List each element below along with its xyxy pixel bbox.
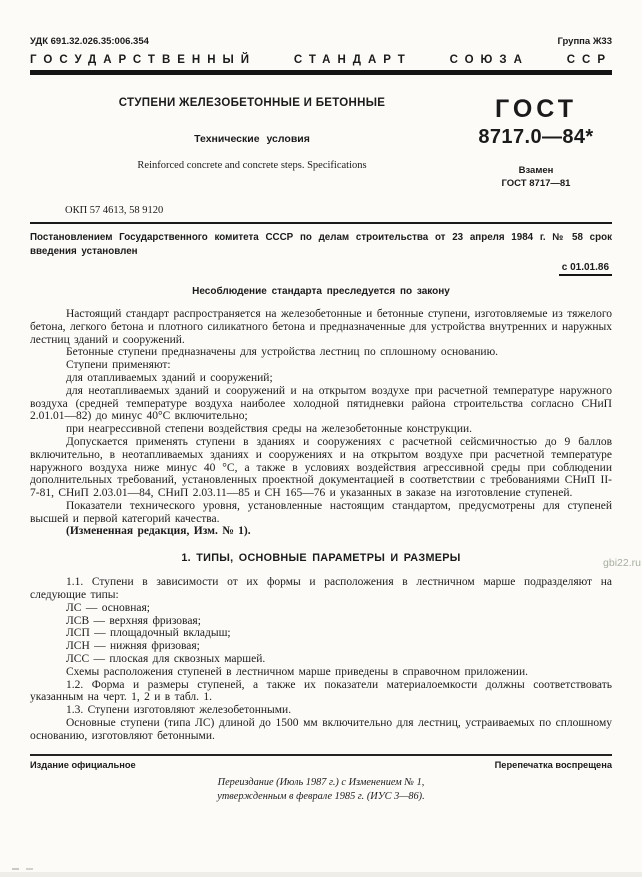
state-standard-banner: ГОСУДАРСТВЕННЫЙ СТАНДАРТ СОЮЗА ССР bbox=[30, 54, 612, 66]
reprint-forbidden-label: Перепечатка воспрещена bbox=[494, 759, 612, 770]
replaces-block bbox=[460, 165, 612, 191]
law-notice: Несоблюдение стандарта преследуется по закону bbox=[192, 285, 450, 297]
type-item: ЛС — основная; bbox=[66, 601, 150, 614]
paragraph: Допускается применять ступени в зданиях и сооружениях с расчетной сейсмичностью до 9 баллов включительно, в неотапливаемых зданиях и сооружениях и на открытом воздухе при расчетной температуре наружного воздуха ниже минус 40 °С, а также в условиях воздействия агрессивной среды при соблюдении дополнительных требований, установленных проектной документацией в соответствии с требованиями СНиП II-7-81, СНиП 2.03.01—84, СНиП 2.03.11—85 и СН 165—76 и указанных в заказе на изготовление ступеней. bbox=[30, 435, 612, 500]
divider-mid bbox=[30, 222, 612, 225]
title-column bbox=[30, 97, 460, 191]
type-item: ЛСП — площадочный вкладыш; bbox=[66, 627, 231, 640]
scan-edge-artifact bbox=[0, 872, 642, 877]
divider-thick bbox=[30, 70, 612, 75]
type-item: ЛСН — нижняя фризовая; bbox=[66, 640, 200, 653]
page-footer bbox=[30, 754, 612, 805]
subtitle-russian: Технические условия bbox=[194, 133, 310, 145]
section-1-heading: 1. ТИПЫ, ОСНОВНЫЕ ПАРАМЕТРЫ И РАЗМЕРЫ bbox=[181, 552, 461, 565]
classification-row bbox=[30, 36, 612, 47]
site-watermark: gbi22.ru bbox=[603, 557, 641, 569]
reissue-note-line: утвержденным в феврале 1985 г. (ИУС 3—86). bbox=[217, 791, 425, 803]
intro-text bbox=[30, 308, 612, 538]
gost-designation-block bbox=[460, 97, 612, 191]
paragraph: 1.3. Ступени изготовляют железобетонными. bbox=[66, 704, 292, 717]
type-item: ЛСВ — верхняя фризовая; bbox=[66, 614, 201, 627]
paragraph: 1.2. Форма и размеры ступеней, а также их показатели материалоемкости должны соответствовать указанным на черт. 1, 2 и в табл. 1. bbox=[30, 678, 612, 704]
paragraph: 1.1. Ступени в зависимости от их формы и расположения в лестничном марше подразделяют на следующие типы: bbox=[30, 576, 612, 602]
divider-footer bbox=[30, 754, 612, 756]
paragraph: для отапливаемых зданий и сооружений; bbox=[66, 371, 273, 384]
reissue-note-line: Переиздание (Июль 1987 г.) с Изменением № 1, bbox=[217, 776, 425, 788]
paragraph: при неагрессивной степени воздействия среды на железобетонные конструкции. bbox=[66, 423, 473, 436]
document-title: СТУПЕНИ ЖЕЛЕЗОБЕТОННЫЕ И БЕТОННЫЕ bbox=[118, 97, 386, 109]
okp-codes: ОКП 57 4613, 58 9120 bbox=[65, 204, 164, 216]
footer-labels-row bbox=[30, 760, 612, 770]
udk-code: УДК 691.32.026.35:006.354 bbox=[30, 36, 149, 47]
decree-paragraph: Постановлением Государственного комитета СССР по делам строительства от 23 апреля 1984 г. № 58 срок введения установлен bbox=[30, 232, 612, 258]
title-block bbox=[30, 97, 612, 191]
gost-label: ГОСТ bbox=[495, 95, 577, 123]
official-edition-label: Издание официальное bbox=[30, 759, 136, 770]
type-item: ЛСС — плоская для сквозных маршей. bbox=[66, 653, 266, 666]
effective-date-row bbox=[30, 262, 612, 276]
paragraph: Показатели технического уровня, установленные настоящим стандартом, предусмотрены для ступеней высшей и первой категорий качества. bbox=[30, 499, 612, 525]
scan-speck-artifact bbox=[12, 868, 19, 870]
subtitle-english: Reinforced concrete and concrete steps. Specifications bbox=[137, 160, 367, 171]
paragraph: Схемы расположения ступеней в лестничном марше приведены в справочном приложении. bbox=[66, 665, 528, 678]
replaces-label: Взамен bbox=[518, 165, 554, 176]
group-code: Группа Ж33 bbox=[557, 36, 612, 47]
replaced-standard: ГОСТ 8717—81 bbox=[501, 177, 571, 189]
gost-number: 8717.0—84* bbox=[478, 126, 594, 148]
reissue-note bbox=[30, 776, 612, 806]
paragraph: Основные ступени (типа ЛС) длиной до 1500 мм включительно для лестниц, устраиваемых по сплошному основанию, изготовляют бетонными. bbox=[30, 717, 612, 742]
paragraph: для неотапливаемых зданий и сооружений и на открытом воздухе при расчетной температуре наружного воздуха (средней температуре воздуха наиболее холодной пятидневки района строительства согласно СНиП 2.01.01—82) до минус 40°С включительно; bbox=[30, 384, 612, 423]
amendment-note: (Измененная редакция, Изм. № 1). bbox=[66, 525, 251, 538]
paragraph: Настоящий стандарт распространяется на железобетонные и бетонные ступени, изготовляемые из тяжелого бетона, легкого бетона и плотного силикатного бетона и предназначенные для устройства внутренних и наружных лестниц зданий и сооружений. bbox=[30, 307, 612, 346]
effective-date: с 01.01.86 bbox=[559, 262, 612, 276]
paragraph: Бетонные ступени предназначены для устройства лестниц по сплошному основанию. bbox=[66, 346, 499, 359]
section-1-text bbox=[30, 576, 612, 742]
paragraph: Ступени применяют: bbox=[66, 359, 171, 372]
